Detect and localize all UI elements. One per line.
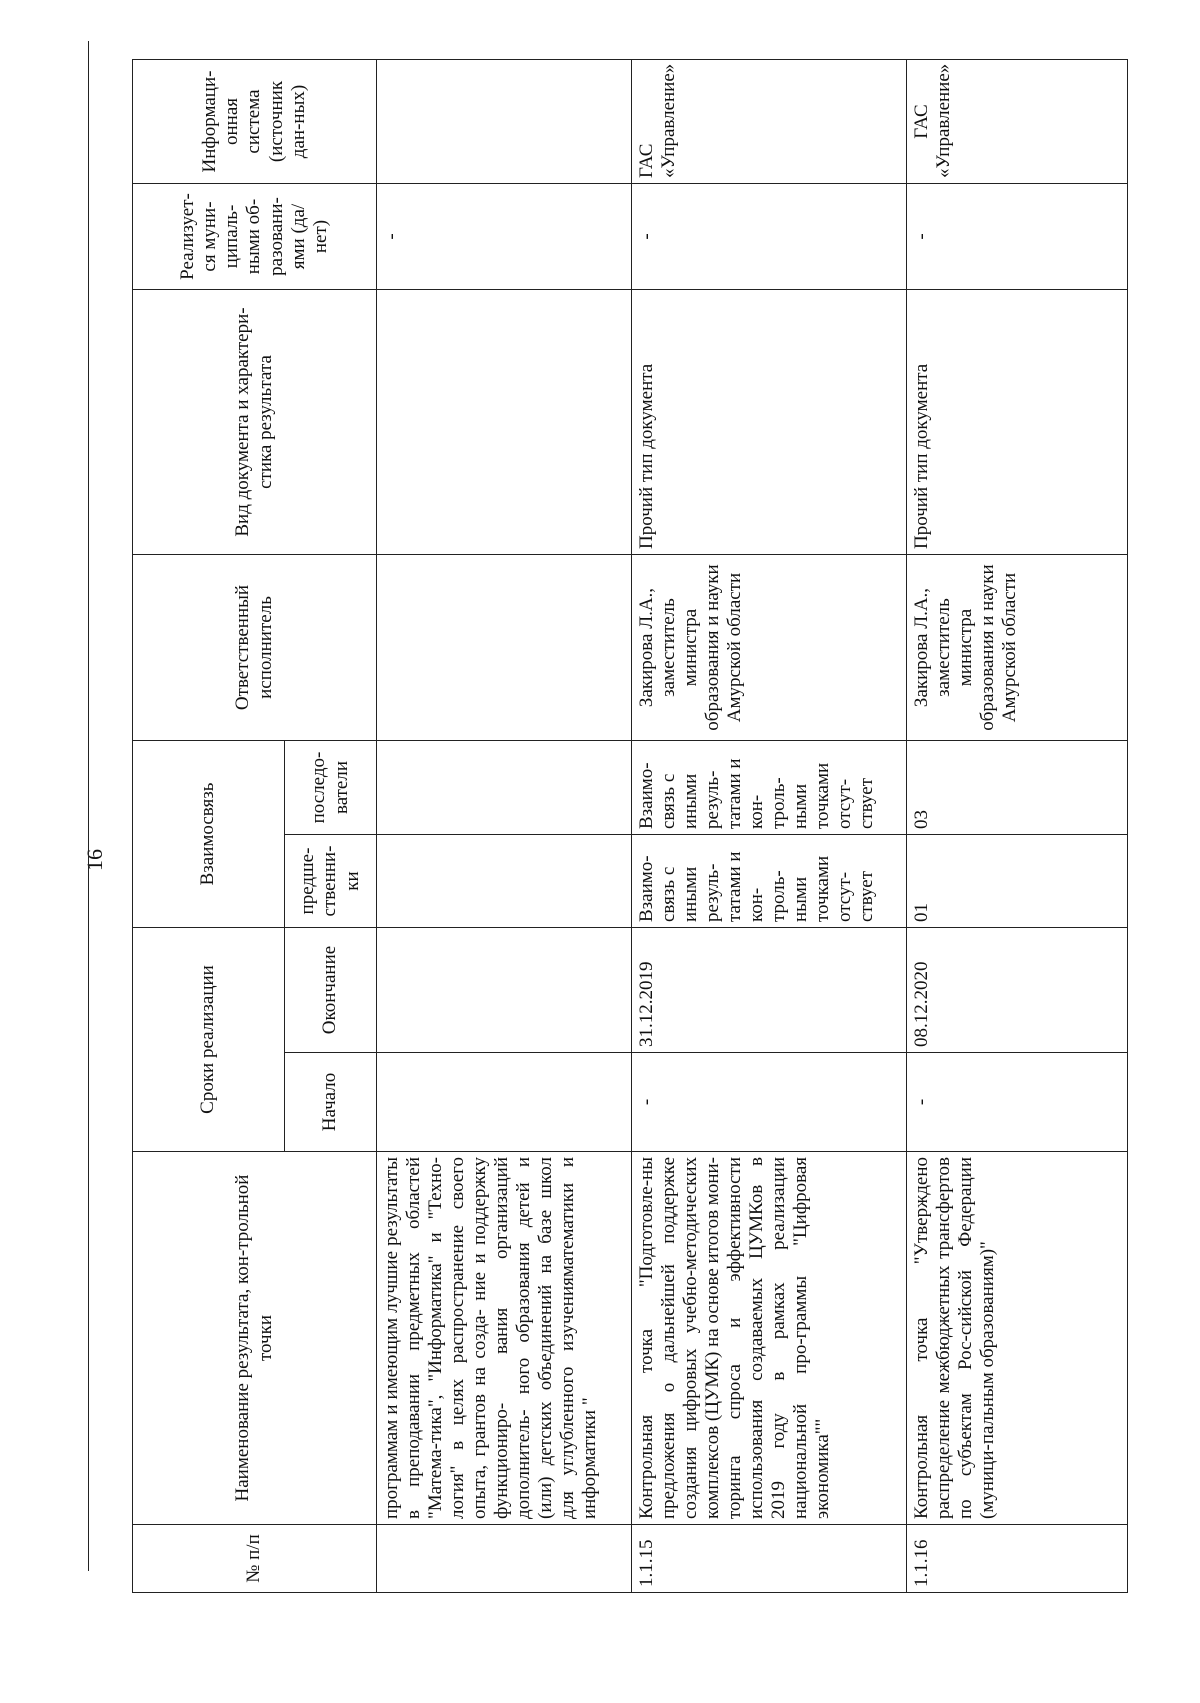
table-row	[907, 60, 1128, 1593]
cell-info-system: ГАС «Управление»	[632, 60, 907, 184]
col-header-num: № п/п	[133, 1525, 377, 1593]
col-header-name: Наименование результата, кон-трольной точки	[133, 1152, 377, 1525]
cell-start	[377, 1053, 632, 1152]
col-header-period: Сроки реализации	[133, 928, 285, 1152]
cell-municipal: -	[632, 184, 907, 290]
cell-name: Контрольная точка "Подготовле-ны предложения о дальнейшей поддержке создания цифровых учебно-методических комплексов (ЦУМК) на основе итогов мони-торинга спроса и эффективности использования создаваемых ЦУМКов в 2019 году в рамках реализации национальной про-граммы "Цифровая экономика""	[632, 1152, 907, 1525]
cell-num	[377, 1525, 632, 1593]
cell-name: Контрольная точка "Утверждено распределение межбюджетных трансфертов по субъектам Рос-сийской Федерации (муници-пальным образованиям)"	[907, 1152, 1128, 1525]
header-row-1	[133, 60, 285, 1593]
table-row	[632, 60, 907, 1593]
table-row	[377, 60, 632, 1593]
page-number: 16	[82, 849, 107, 871]
col-header-predecessors: предше-ственни-ки	[285, 835, 377, 928]
results-table	[132, 59, 1128, 1593]
cell-name: программам и имеющим лучшие результаты в преподавании предметных областей "Матема-тика", "Информатика" и "Техно-логия" в целях распространение своего опыта, грантов на созда- ние и поддержку функциониро- вания организаций дополнитель- ного образования детей и (или) детских объединений на базе школ для углубленного изученияматематики и информатики "	[377, 1152, 632, 1525]
cell-predecessors: 01	[907, 835, 1128, 928]
col-header-end: Окончание	[285, 928, 377, 1053]
table-body	[377, 60, 1128, 1593]
cell-predecessors: Взаимо-связь с иными резуль-татами и кон-троль-ными точками отсут-ствует	[632, 835, 907, 928]
col-header-start: Начало	[285, 1053, 377, 1152]
cell-num: 1.1.16	[907, 1525, 1128, 1593]
cell-successors: 03	[907, 741, 1128, 835]
cell-predecessors	[377, 835, 632, 928]
cell-doc-type: Прочий тип документа	[632, 290, 907, 555]
col-header-info-system: Информаци-онная система (источник дан-ных)	[133, 60, 377, 184]
table-header	[133, 60, 377, 1593]
col-header-successors: последо-ватели	[285, 741, 377, 835]
cell-successors: Взаимо-связь с иными резуль-татами и кон-троль-ными точками отсут-ствует	[632, 741, 907, 835]
col-header-municipal: Реализует-ся муни-ципаль-ными об-разовани-ями (да/нет)	[133, 184, 377, 290]
header-rule	[88, 41, 89, 1571]
cell-successors	[377, 741, 632, 835]
cell-municipal: -	[907, 184, 1128, 290]
cell-end: 31.12.2019	[632, 928, 907, 1053]
col-header-relation: Взаимосвязь	[133, 741, 285, 928]
cell-end: 08.12.2020	[907, 928, 1128, 1053]
cell-responsible: Закирова Л.А., заместитель министра образования и науки Амурской области	[907, 555, 1128, 741]
cell-num: 1.1.15	[632, 1525, 907, 1593]
col-header-responsible: Ответственный исполнитель	[133, 555, 377, 741]
cell-start: -	[907, 1053, 1128, 1152]
cell-doc-type	[377, 290, 632, 555]
cell-start: -	[632, 1053, 907, 1152]
cell-responsible	[377, 555, 632, 741]
cell-municipal: -	[377, 184, 632, 290]
cell-info-system: ГАС «Управление»	[907, 60, 1128, 184]
cell-responsible: Закирова Л.А., заместитель министра образования и науки Амурской области	[632, 555, 907, 741]
col-header-doc-type: Вид документа и характери-стика результата	[133, 290, 377, 555]
cell-end	[377, 928, 632, 1053]
cell-info-system	[377, 60, 632, 184]
cell-doc-type: Прочий тип документа	[907, 290, 1128, 555]
